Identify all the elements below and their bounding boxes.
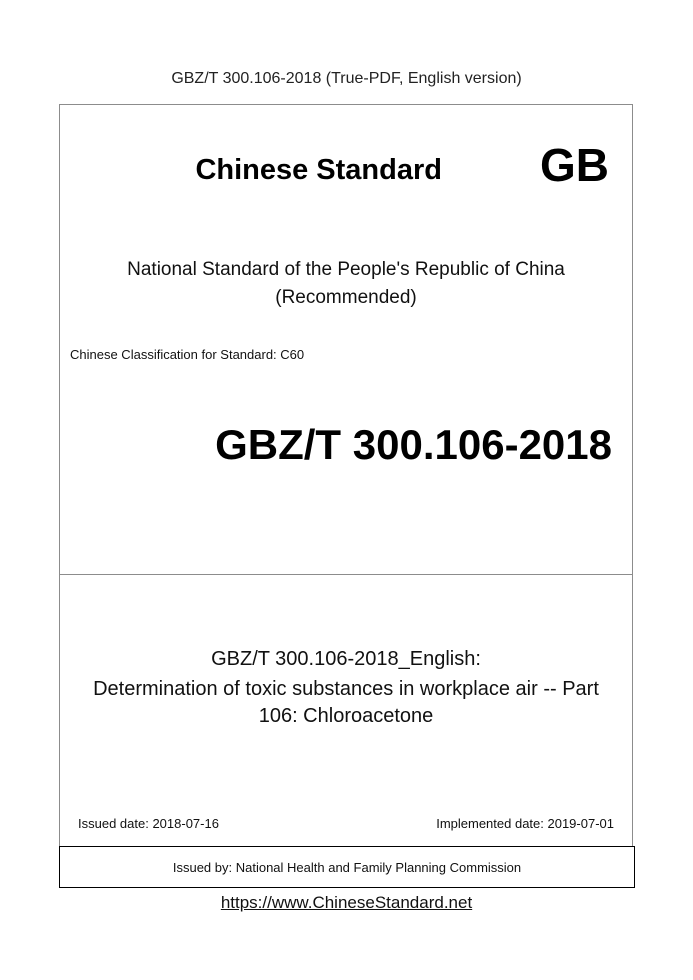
standard-number: GBZ/T 300.106-2018	[215, 421, 612, 468]
document-header-title: GBZ/T 300.106-2018 (True-PDF, English version)	[171, 70, 522, 87]
standard-title-line-2: Determination of toxic substances in workplace air -- Part	[93, 678, 599, 700]
standard-title-line-3: 106: Chloroacetone	[258, 705, 434, 727]
issued-by: Issued by: National Health and Family Planning Commission	[172, 860, 522, 875]
national-standard-line: National Standard of the People's Republic of China	[127, 259, 565, 280]
recommended-line: (Recommended)	[275, 287, 417, 308]
issued-date: Issued date: 2018-07-16	[78, 816, 219, 831]
standard-title-line-1: GBZ/T 300.106-2018_English:	[211, 648, 481, 670]
classification-text: Chinese Classification for Standard: C60	[70, 347, 305, 362]
implemented-date: Implemented date: 2019-07-01	[436, 816, 614, 831]
gb-mark: GB	[540, 139, 609, 191]
cover-heading: Chinese Standard	[195, 154, 442, 186]
website-link[interactable]: https://www.ChineseStandard.net	[220, 893, 473, 912]
